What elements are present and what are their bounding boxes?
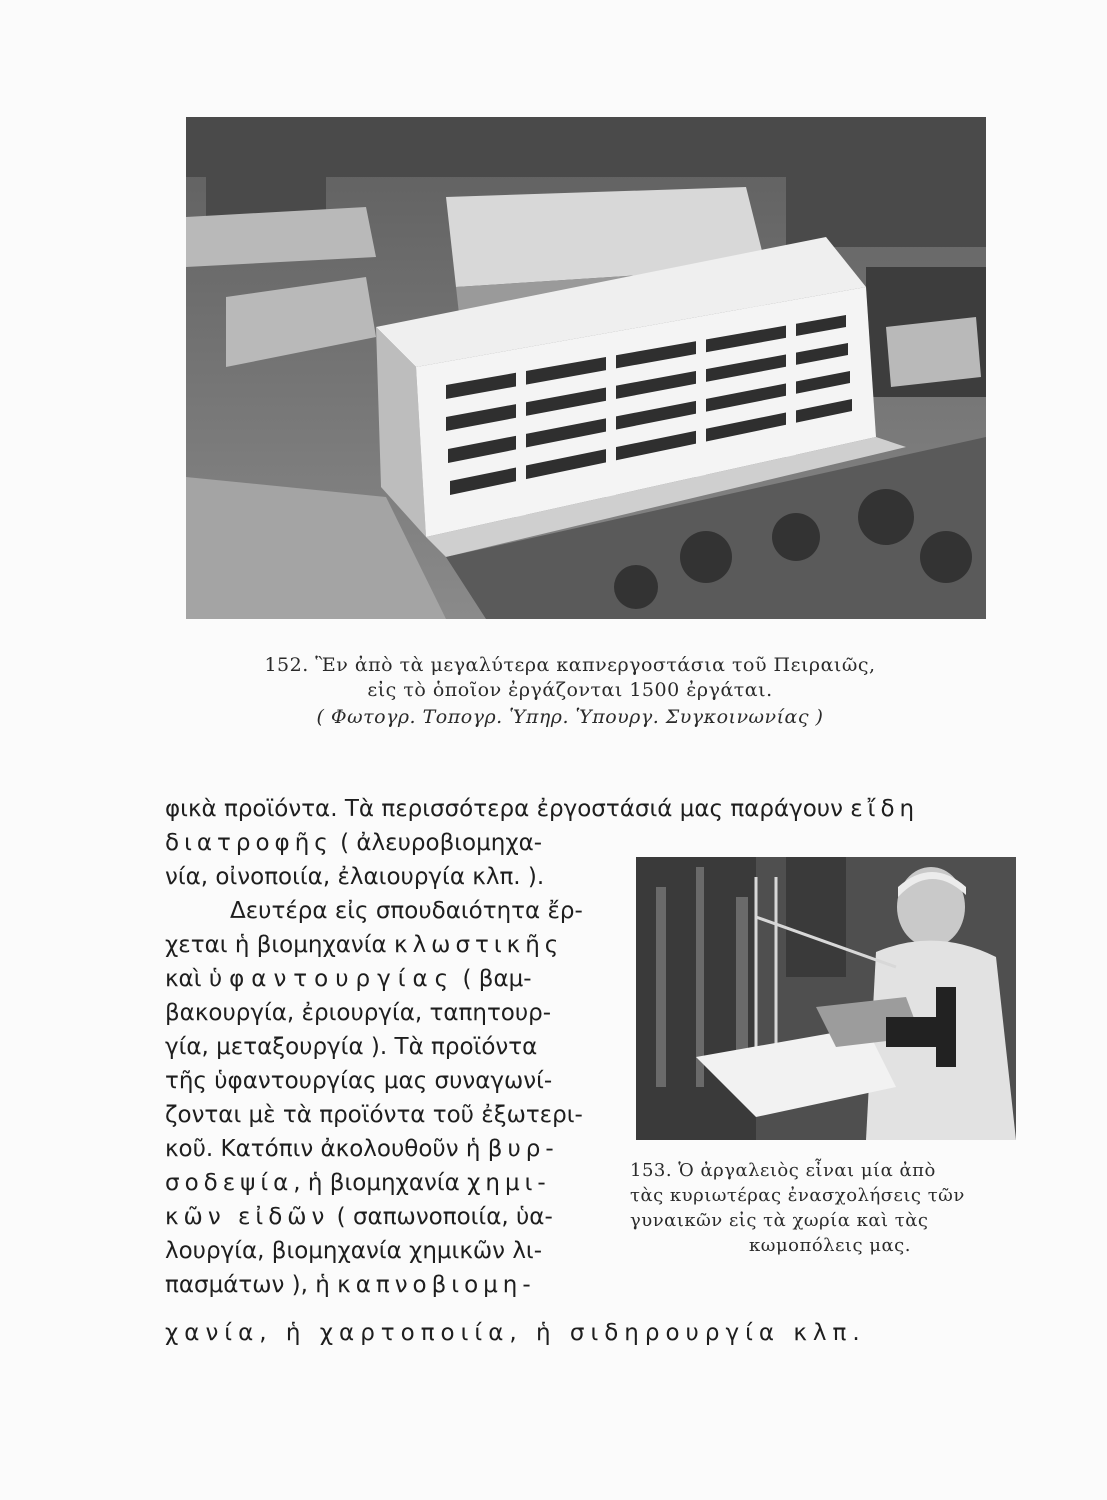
spaced-term: κλωστικῆς xyxy=(394,932,564,958)
figure-153-caption xyxy=(630,1158,1030,1258)
body-line: νία, οἰνοποιία, ἐλαιουργία κλπ. ). xyxy=(165,864,545,890)
text-run: χεται ἡ βιομηχανία xyxy=(165,932,395,958)
text-run: , ἡ βιομηχανία xyxy=(293,1170,468,1196)
spaced-term: βυρ- xyxy=(487,1136,559,1162)
text-run: φικὰ προϊόντα. Τὰ περισσότερα ἐργοστάσιά μας παράγουν xyxy=(165,796,851,822)
spaced-term: χημι- xyxy=(467,1170,551,1196)
text-run: κοῦ. Κατόπιν ἀκολουθοῦν ἡ xyxy=(165,1136,488,1162)
body-line xyxy=(165,1201,553,1234)
body-line xyxy=(165,1269,536,1302)
figure-152-caption xyxy=(190,653,950,730)
caption-line: τὰς κυριωτέρας ἐνασχολήσεις τῶν xyxy=(630,1185,965,1206)
body-line: Δευτέρα εἰς σπουδαιότητα ἔρ- xyxy=(230,898,583,924)
factory-aerial-photo xyxy=(186,117,986,619)
text-run: πασμάτων ), ἡ xyxy=(165,1272,338,1298)
spaced-term: κῶν εἰδῶν xyxy=(165,1204,330,1230)
text-run: καὶ xyxy=(165,966,209,992)
loom-woman-photo xyxy=(636,857,1016,1140)
caption-line: εἰς τὸ ὁποῖον ἐργάζονται 1500 ἐργάται. xyxy=(367,679,773,701)
body-line: χανία, ἡ χαρτοποιία, ἡ σιδηρουργία κλπ. xyxy=(165,1320,866,1346)
body-line xyxy=(165,1167,551,1200)
text-run: ( βαμ- xyxy=(455,966,532,992)
text-run: ( σαπωνοποιία, ὑα- xyxy=(329,1204,553,1230)
caption-line: κωμοπόλεις μας. xyxy=(749,1235,911,1256)
body-line: γία, μεταξουργία ). Τὰ προϊόντα xyxy=(165,1034,538,1060)
spaced-term: διατροφῆς xyxy=(165,830,333,856)
body-line: λουργία, βιομηχανία χημικῶν λι- xyxy=(165,1238,543,1264)
body-line: βακουργία, ἐριουργία, ταπητουρ- xyxy=(165,1000,552,1026)
text-run: ( ἀλευροβιομηχα- xyxy=(332,830,543,856)
spaced-term: εἴδη xyxy=(850,796,920,822)
spaced-term: καπνοβιομη- xyxy=(337,1272,536,1298)
body-line xyxy=(165,793,919,826)
photo-credit: ( Φωτογρ. Τοπογρ. Ὑπηρ. Ὑπουργ. Συγκοινωνίας ) xyxy=(316,706,824,728)
body-line xyxy=(165,827,542,860)
body-line: τῆς ὑφαντουργίας μας συναγωνί- xyxy=(165,1068,553,1094)
body-line xyxy=(165,1133,559,1166)
caption-line: 153. Ὁ ἀργαλειὸς εἶναι μία ἀπὸ xyxy=(630,1160,936,1181)
caption-line: 152. Ἓν ἀπὸ τὰ μεγαλύτερα καπνεργοστάσια τοῦ Πειραιῶς, xyxy=(264,654,876,676)
spaced-term: σοδεψία xyxy=(165,1170,294,1196)
body-line xyxy=(165,929,563,962)
caption-line: γυναικῶν εἰς τὰ χωρία καὶ τὰς xyxy=(630,1210,929,1231)
body-line: ζονται μὲ τὰ προϊόντα τοῦ ἐξωτερι- xyxy=(165,1102,583,1128)
spaced-term: ὑφαντουργίας xyxy=(208,966,456,992)
body-line xyxy=(165,963,532,996)
